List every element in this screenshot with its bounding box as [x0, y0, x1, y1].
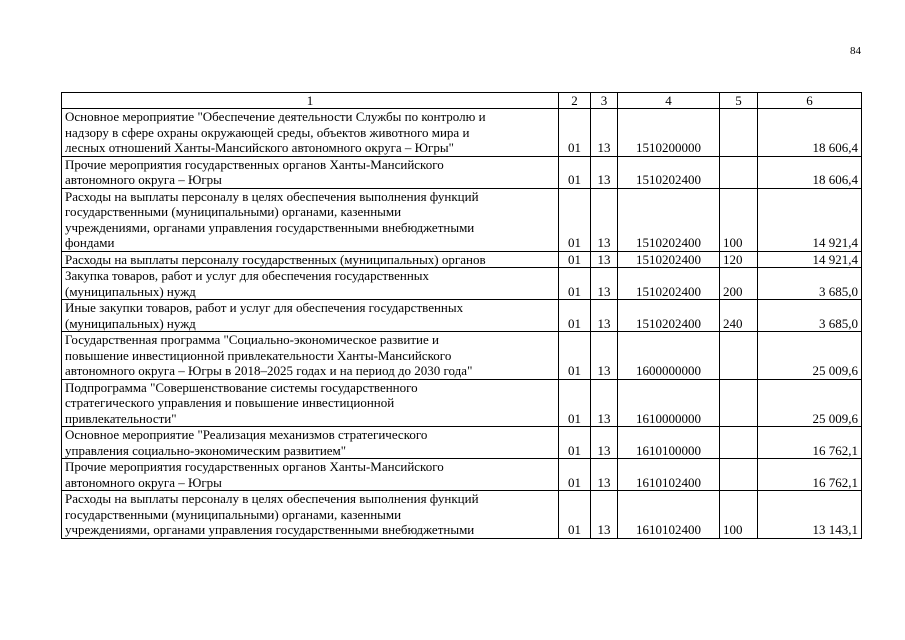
row-name-line: фондами: [65, 235, 115, 250]
table-row: [62, 332, 862, 380]
row-name-line: стратегического управления и повышение инвестиционной: [65, 395, 395, 410]
table-header: [62, 93, 862, 109]
table-row: [62, 156, 862, 188]
header-row: [62, 93, 862, 109]
row-name: [62, 268, 559, 300]
row-target-code: 1510202400: [618, 300, 720, 332]
row-target-code: 1610100000: [618, 427, 720, 459]
header-col-6: 6: [758, 93, 862, 109]
row-subsection: 13: [591, 188, 618, 251]
row-target-code: 1610102400: [618, 459, 720, 491]
table-row: [62, 268, 862, 300]
header-col-3: 3: [591, 93, 618, 109]
row-subsection: 13: [591, 156, 618, 188]
row-name-line: Подпрограмма "Совершенствование системы государственного: [65, 379, 418, 395]
row-expense-type: 100: [720, 491, 758, 539]
table-row: [62, 379, 862, 427]
table-row: [62, 188, 862, 251]
row-name-line: автономного округа – Югры: [65, 172, 222, 187]
row-subsection: 13: [591, 268, 618, 300]
row-section: 01: [559, 188, 591, 251]
row-name: [62, 300, 559, 332]
row-name: [62, 427, 559, 459]
table-row: [62, 109, 862, 157]
row-name: [62, 156, 559, 188]
row-section: 01: [559, 459, 591, 491]
row-amount: 25 009,6: [758, 379, 862, 427]
row-name: [62, 251, 559, 268]
row-name-line: (муниципальных) нужд: [65, 315, 196, 331]
table-row: [62, 300, 862, 332]
row-expense-type: 200: [720, 268, 758, 300]
row-name-line: автономного округа – Югры: [65, 474, 222, 490]
row-target-code: 1610102400: [618, 491, 720, 539]
row-name-line: Государственная программа "Социально-экономическое развитие и: [65, 332, 439, 347]
header-col-5: 5: [720, 93, 758, 109]
row-target-code: 1510202400: [618, 268, 720, 300]
row-expense-type: [720, 459, 758, 491]
row-target-code: 1510200000: [618, 109, 720, 157]
budget-table: [61, 92, 862, 539]
row-name-line: повышение инвестиционной привлекательности Ханты-Мансийского: [65, 347, 452, 363]
row-name: [62, 188, 559, 251]
row-name: [62, 109, 559, 157]
row-name-line: Основное мероприятие "Обеспечение деятельности Службы по контролю и: [65, 109, 486, 124]
row-section: 01: [559, 251, 591, 268]
row-target-code: 1510202400: [618, 188, 720, 251]
row-name-line: лесных отношений Ханты-Мансийского автономного округа – Югры": [65, 140, 454, 155]
row-name-line: государственными (муниципальными) органами, казенными: [65, 204, 402, 219]
row-name-line: Прочие мероприятия государственных органов Ханты-Мансийского: [65, 156, 444, 172]
row-name-line: привлекательности": [65, 410, 177, 426]
row-subsection: 13: [591, 251, 618, 268]
row-amount: 18 606,4: [758, 109, 862, 157]
row-subsection: 13: [591, 459, 618, 491]
row-section: 01: [559, 332, 591, 380]
row-name-line: Расходы на выплаты персоналу государственных (муниципальных) органов: [65, 251, 486, 267]
row-name-line: (муниципальных) нужд: [65, 283, 196, 299]
row-section: 01: [559, 300, 591, 332]
row-target-code: 1510202400: [618, 251, 720, 268]
row-name-line: Закупка товаров, работ и услуг для обеспечения государственных: [65, 268, 430, 283]
row-expense-type: [720, 156, 758, 188]
row-name: [62, 459, 559, 491]
row-name: [62, 332, 559, 380]
row-subsection: 13: [591, 379, 618, 427]
row-amount: 14 921,4: [758, 251, 862, 268]
row-name: [62, 491, 559, 539]
row-name-line: Расходы на выплаты персоналу в целях обеспечения выполнения функций: [65, 188, 479, 204]
row-amount: 13 143,1: [758, 491, 862, 539]
table-row: [62, 491, 862, 539]
header-col-4: 4: [618, 93, 720, 109]
row-name-line: учреждениями, органами управления государственными внебюджетными: [65, 522, 475, 537]
row-amount: 14 921,4: [758, 188, 862, 251]
row-subsection: 13: [591, 427, 618, 459]
table-row: [62, 459, 862, 491]
row-section: 01: [559, 379, 591, 427]
row-expense-type: [720, 109, 758, 157]
row-amount: 16 762,1: [758, 427, 862, 459]
row-expense-type: [720, 332, 758, 380]
page-number: 84: [850, 45, 861, 57]
row-target-code: 1510202400: [618, 156, 720, 188]
row-name-line: управления социально-экономическим развитием": [65, 442, 347, 458]
row-subsection: 13: [591, 300, 618, 332]
row-expense-type: 240: [720, 300, 758, 332]
row-section: 01: [559, 109, 591, 157]
row-subsection: 13: [591, 332, 618, 380]
row-name-line: государственными (муниципальными) органами, казенными: [65, 506, 402, 522]
row-amount: 3 685,0: [758, 268, 862, 300]
row-name-line: Основное мероприятие "Реализация механизмов стратегического: [65, 427, 428, 442]
row-subsection: 13: [591, 491, 618, 539]
row-amount: 16 762,1: [758, 459, 862, 491]
row-amount: 18 606,4: [758, 156, 862, 188]
row-expense-type: [720, 427, 758, 459]
row-subsection: 13: [591, 109, 618, 157]
table-row: [62, 427, 862, 459]
row-target-code: 1600000000: [618, 332, 720, 380]
table-row: [62, 251, 862, 268]
row-amount: 3 685,0: [758, 300, 862, 332]
row-expense-type: [720, 379, 758, 427]
row-section: 01: [559, 268, 591, 300]
row-expense-type: 100: [720, 188, 758, 251]
row-name-line: Расходы на выплаты персоналу в целях обеспечения выполнения функций: [65, 491, 479, 506]
row-section: 01: [559, 156, 591, 188]
row-section: 01: [559, 427, 591, 459]
table-body: [62, 109, 862, 539]
row-section: 01: [559, 491, 591, 539]
row-target-code: 1610000000: [618, 379, 720, 427]
row-name-line: надзору в сфере охраны окружающей среды, объектов животного мира и: [65, 124, 470, 140]
row-name-line: Прочие мероприятия государственных органов Ханты-Мансийского: [65, 459, 444, 474]
row-name-line: учреждениями, органами управления государственными внебюджетными: [65, 219, 475, 235]
header-col-2: 2: [559, 93, 591, 109]
row-name-line: автономного округа – Югры в 2018–2025 годах и на период до 2030 года": [65, 363, 473, 378]
header-col-1: 1: [62, 93, 559, 109]
row-amount: 25 009,6: [758, 332, 862, 380]
row-name-line: Иные закупки товаров, работ и услуг для обеспечения государственных: [65, 300, 464, 315]
row-expense-type: 120: [720, 251, 758, 268]
row-name: [62, 379, 559, 427]
